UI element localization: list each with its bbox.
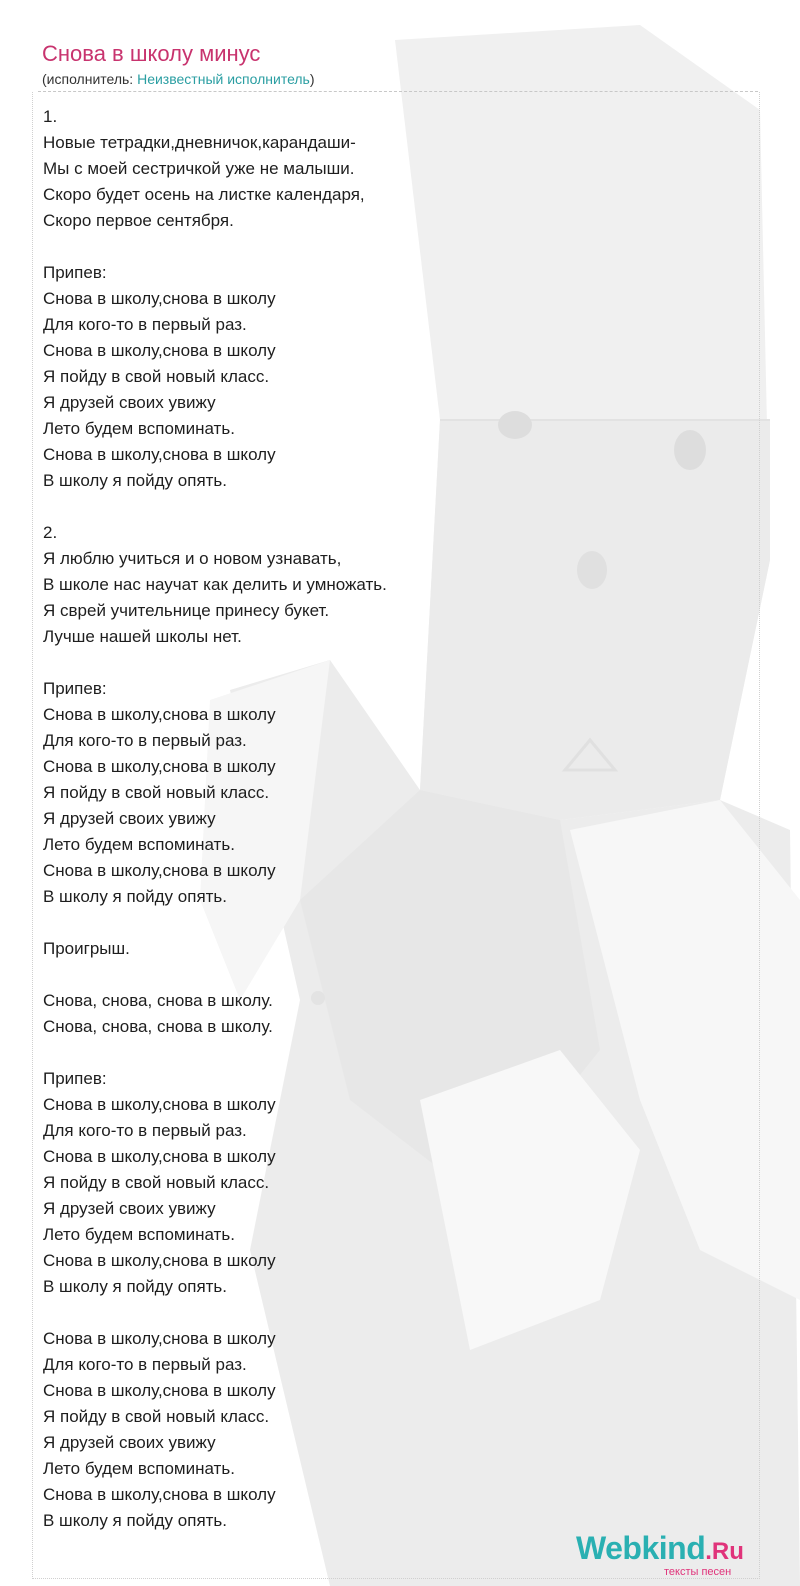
- lyric-line: Для кого-то в первый раз.: [43, 315, 247, 334]
- lyric-line: Я друзей своих увижу: [43, 1433, 216, 1452]
- lyric-line: Снова в школу,снова в школу: [43, 705, 276, 724]
- site-logo[interactable]: [576, 1530, 776, 1580]
- lyric-line: Я пойду в свой новый класс.: [43, 783, 270, 802]
- lyric-line: В школе нас научат как делить и умножать.: [43, 575, 387, 594]
- lyric-line: В школу я пойду опять.: [43, 1277, 228, 1296]
- performer-line: [42, 70, 315, 88]
- lyric-line: Снова в школу,снова в школу: [43, 1251, 276, 1270]
- lyric-line: Снова в школу,снова в школу: [43, 861, 276, 880]
- lyric-line: Снова, снова, снова в школу.: [43, 991, 273, 1010]
- lyric-line: Снова в школу,снова в школу: [43, 1147, 276, 1166]
- lyric-line: Я друзей своих увижу: [43, 1199, 216, 1218]
- song-header: [42, 40, 315, 88]
- logo-domain-suffix: .Ru: [705, 1538, 744, 1565]
- lyric-line: Снова в школу,снова в школу: [43, 341, 276, 360]
- lyric-line: Скоро первое сентября.: [43, 211, 234, 230]
- lyric-line: Проигрыш.: [43, 939, 130, 958]
- stanza-gap: [43, 494, 743, 520]
- lyric-line: 2.: [43, 523, 58, 542]
- lyric-line: Снова в школу,снова в школу: [43, 445, 276, 464]
- lyric-line: Припев:: [43, 1069, 107, 1088]
- lyric-line: Я люблю учиться и о новом узнавать,: [43, 549, 342, 568]
- lyric-line: Мы с моей сестричкой уже не малыши.: [43, 159, 355, 178]
- logo-wordmark: Webkind: [576, 1530, 706, 1566]
- stanza-gap: [43, 1040, 743, 1066]
- lyric-line: 1.: [43, 107, 58, 126]
- lyric-line: Лето будем вспоминать.: [43, 835, 235, 854]
- lyric-line: Лето будем вспоминать.: [43, 1225, 235, 1244]
- stanza-gap: [43, 962, 743, 988]
- lyric-line: Новые тетрадки,дневничок,карандаши-: [43, 133, 356, 152]
- lyric-line: В школу я пойду опять.: [43, 471, 228, 490]
- lyrics-text: [43, 104, 743, 1534]
- lyric-line: Я сврей учительнице принесу букет.: [43, 601, 330, 620]
- performer-link[interactable]: Неизвестный исполнитель: [137, 71, 310, 87]
- header-divider: [38, 91, 758, 92]
- lyric-line: Снова в школу,снова в школу: [43, 757, 276, 776]
- lyric-line: Для кого-то в первый раз.: [43, 1355, 247, 1374]
- lyric-line: В школу я пойду опять.: [43, 1511, 228, 1530]
- lyric-line: Снова в школу,снова в школу: [43, 1485, 276, 1504]
- lyric-line: В школу я пойду опять.: [43, 887, 228, 906]
- lyric-line: Скоро будет осень на листке календаря,: [43, 185, 365, 204]
- stanza-gap: [43, 910, 743, 936]
- lyric-line: Припев:: [43, 263, 107, 282]
- lyric-line: Снова в школу,снова в школу: [43, 289, 276, 308]
- lyric-line: Я пойду в свой новый класс.: [43, 1173, 270, 1192]
- stanza-gap: [43, 650, 743, 676]
- stanza-gap: [43, 1300, 743, 1326]
- lyric-line: Снова, снова, снова в школу.: [43, 1017, 273, 1036]
- performer-prefix: (исполнитель:: [42, 71, 138, 87]
- lyric-line: Снова в школу,снова в школу: [43, 1329, 276, 1348]
- lyric-line: Я друзей своих увижу: [43, 393, 216, 412]
- lyric-line: Снова в школу,снова в школу: [43, 1095, 276, 1114]
- lyric-line: Я пойду в свой новый класс.: [43, 367, 270, 386]
- lyric-line: Лучше нашей школы нет.: [43, 627, 242, 646]
- logo-tagline: тексты песен: [664, 1566, 732, 1578]
- lyric-line: Для кого-то в первый раз.: [43, 1121, 247, 1140]
- lyric-line: Я друзей своих увижу: [43, 809, 216, 828]
- lyric-line: Припев:: [43, 679, 107, 698]
- lyric-line: Снова в школу,снова в школу: [43, 1381, 276, 1400]
- lyric-line: Для кого-то в первый раз.: [43, 731, 247, 750]
- stanza-gap: [43, 234, 743, 260]
- song-title: Снова в школу минус: [42, 41, 261, 66]
- performer-suffix: ): [309, 71, 315, 87]
- lyric-line: Лето будем вспоминать.: [43, 1459, 235, 1478]
- lyric-line: Я пойду в свой новый класс.: [43, 1407, 270, 1426]
- lyric-line: Лето будем вспоминать.: [43, 419, 235, 438]
